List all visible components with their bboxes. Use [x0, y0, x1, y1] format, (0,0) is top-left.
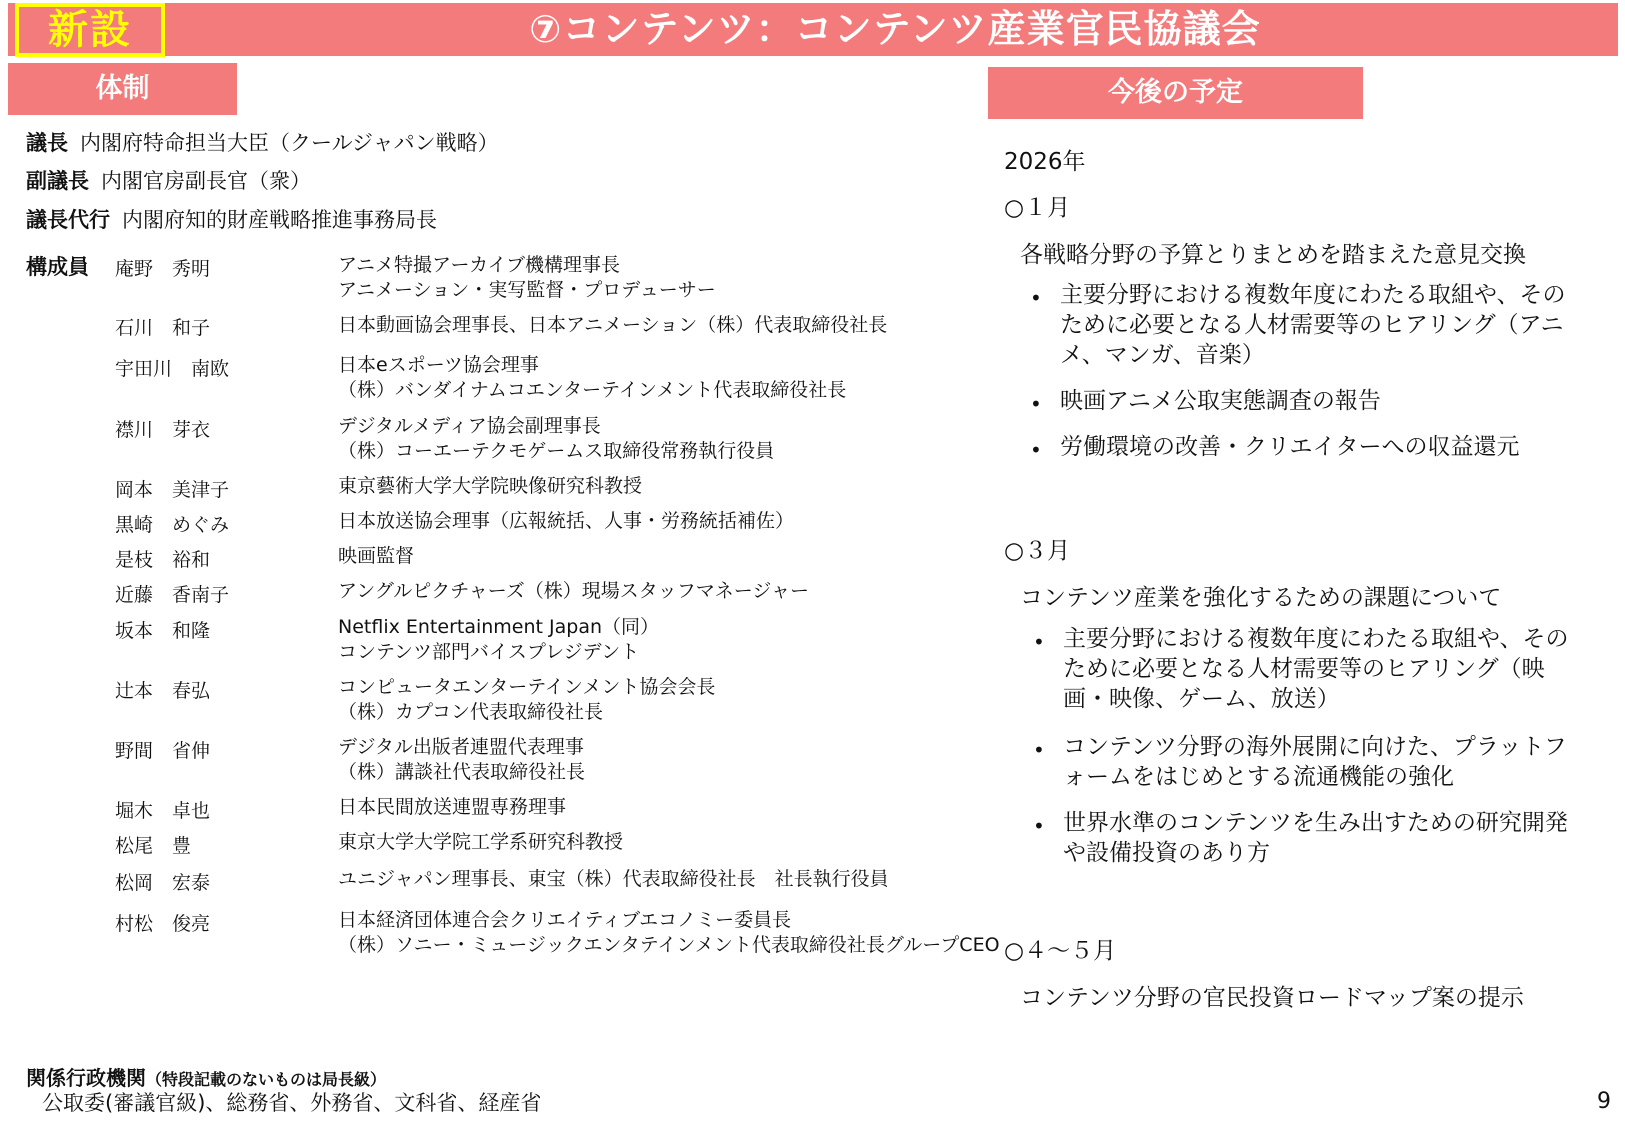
schedule-bullet: 主要分野における複数年度にわたる取組や、そのために必要となる人材需要等のヒアリング（アニメ、マンガ、音楽） — [1060, 282, 1566, 368]
bullet-dot: • — [1033, 630, 1045, 654]
vice-chair-row — [26, 165, 311, 195]
schedule-bullet: コンテンツ分野の海外展開に向けた、プラットフォームをはじめとする流通機能の強化 — [1063, 734, 1567, 790]
schedule-month: ○４～５月 — [1004, 938, 1117, 964]
member-name: 石川 和子 — [115, 317, 211, 339]
member-title: 日本経済団体連合会クリエイティブエコノミー委員長 （株）ソニー・ミュージックエンタテインメント代表取締役社長グループCEO — [338, 909, 1000, 956]
member-name: 堀木 卓也 — [115, 800, 211, 822]
schedule-topic: コンテンツ分野の官民投資ロードマップ案の提示 — [1020, 985, 1524, 1011]
section-schedule-label: 今後の予定 — [988, 67, 1363, 119]
schedule-month: ○３月 — [1004, 538, 1071, 564]
schedule-bullet: 労働環境の改善・クリエイターへの収益還元 — [1060, 434, 1520, 460]
member-name: 庵野 秀明 — [115, 258, 211, 280]
acting-chair-value: 内閣府知的財産戦略推進事務局長 — [122, 208, 437, 232]
chair-label: 議長 — [26, 131, 68, 155]
member-title: デジタルメディア協会副理事長 （株）コーエーテクモゲームス取締役常務執行役員 — [338, 415, 775, 462]
bullet-dot: • — [1030, 438, 1042, 462]
member-name: 松岡 宏泰 — [115, 872, 211, 894]
page-number: 9 — [1597, 1089, 1611, 1114]
schedule-topic: 各戦略分野の予算とりまとめを踏まえた意見交換 — [1020, 242, 1526, 268]
member-name: 黒崎 めぐみ — [115, 514, 230, 536]
member-title: 日本民間放送連盟専務理事 — [338, 796, 567, 818]
schedule-topic: コンテンツ産業を強化するための課題について — [1020, 585, 1502, 611]
page-title: ⑦コンテンツ：コンテンツ産業官民協議会 — [529, 7, 1261, 51]
bullet-dot: • — [1030, 286, 1042, 310]
member-name: 是枝 裕和 — [115, 549, 211, 571]
member-name: 辻本 春弘 — [115, 680, 211, 702]
member-name: 襟川 芽衣 — [115, 419, 211, 441]
member-name: 野間 省伸 — [115, 740, 211, 762]
chair-row — [26, 127, 499, 157]
bullet-dot: • — [1030, 392, 1042, 416]
member-name: 宇田川 南欧 — [115, 358, 230, 380]
member-title: 東京大学大学院工学系研究科教授 — [338, 831, 624, 853]
schedule-month: ○１月 — [1004, 195, 1071, 221]
vice-chair-value: 内閣官房副長官（衆） — [101, 169, 311, 193]
agencies-label: 関係行政機関 — [26, 1066, 146, 1090]
member-name: 岡本 美津子 — [115, 479, 230, 501]
agencies-list: 公取委(審議官級)、総務省、外務省、文科省、経産省 — [42, 1091, 542, 1115]
chair-value: 内閣府特命担当大臣（クールジャパン戦略） — [80, 131, 499, 155]
bullet-dot: • — [1033, 738, 1045, 762]
member-title: 映画監督 — [338, 545, 415, 567]
new-badge: 新設 — [15, 3, 165, 57]
member-title: 日本eスポーツ協会理事 （株）バンダイナムコエンターテインメント代表取締役社長 — [338, 354, 847, 401]
bullet-dot: • — [1033, 814, 1045, 838]
acting-chair-row — [26, 204, 437, 234]
schedule-bullet: 映画アニメ公取実態調査の報告 — [1060, 388, 1381, 414]
member-title: 東京藝術大学大学院映像研究科教授 — [338, 475, 643, 497]
member-name: 松尾 豊 — [115, 835, 192, 857]
member-title: アングルピクチャーズ（株）現場スタッフマネージャー — [338, 580, 810, 602]
acting-chair-label: 議長代行 — [26, 208, 110, 232]
member-name: 村松 俊亮 — [115, 913, 211, 935]
member-title: アニメ特撮アーカイブ機構理事長 アニメーション・実写監督・プロデューサー — [338, 254, 716, 301]
member-title: 日本放送協会理事（広報統括、人事・労務統括補佐） — [338, 510, 795, 532]
schedule-year: 2026年 — [1004, 149, 1086, 175]
members-label: 構成員 — [26, 255, 89, 279]
vice-chair-label: 副議長 — [26, 169, 89, 193]
section-structure-label: 体制 — [8, 63, 237, 115]
member-title: ユニジャパン理事長、東宝（株）代表取締役社長 社長執行役員 — [338, 868, 889, 890]
member-title: コンピュータエンターテインメント協会会長 （株）カプコン代表取締役社長 — [338, 676, 716, 723]
agencies-note: （特段記載のないものは局長級） — [146, 1070, 387, 1089]
schedule-bullet: 主要分野における複数年度にわたる取組や、そのために必要となる人材需要等のヒアリング（映画・映像、ゲーム、放送） — [1063, 626, 1569, 712]
member-name: 近藤 香南子 — [115, 584, 230, 606]
member-title: デジタル出版者連盟代表理事 （株）講談社代表取締役社長 — [338, 736, 586, 783]
member-title: Netflix Entertainment Japan（同） コンテンツ部門バイスプレジデント — [338, 616, 660, 663]
member-title: 日本動画協会理事長、日本アニメーション（株）代表取締役社長 — [338, 314, 888, 336]
member-name: 坂本 和隆 — [115, 620, 211, 642]
schedule-bullet: 世界水準のコンテンツを生み出すための研究開発や設備投資のあり方 — [1063, 810, 1568, 866]
